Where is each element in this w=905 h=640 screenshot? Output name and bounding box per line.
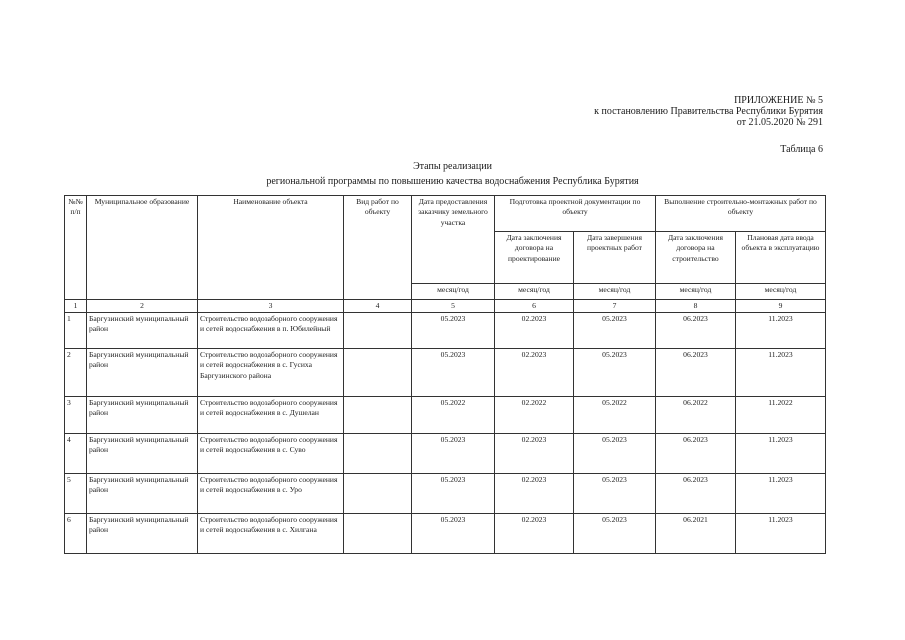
- table-row: [65, 514, 826, 554]
- commissioning-cell: 11.2023: [736, 474, 826, 514]
- unit-cell: месяц/год: [736, 284, 826, 300]
- header-commissioning: Плановая дата ввода объекта в эксплуатацию: [736, 232, 826, 284]
- land-date-cell: 05.2023: [412, 313, 495, 349]
- title-line-1: Этапы реализации: [413, 161, 492, 172]
- column-number: 6: [495, 300, 574, 313]
- table-row: [65, 349, 826, 397]
- construction-contract-cell: 06.2023: [656, 349, 736, 397]
- row-number: 1: [65, 313, 87, 349]
- commissioning-cell: 11.2022: [736, 397, 826, 434]
- object-cell: Строительство водозаборного сооружения и сетей водоснабжения в с. Суво: [198, 434, 344, 474]
- column-number: 1: [65, 300, 87, 313]
- column-number: 3: [198, 300, 344, 313]
- unit-cell: месяц/год: [495, 284, 574, 300]
- column-number: 7: [574, 300, 656, 313]
- land-date-cell: 05.2023: [412, 349, 495, 397]
- land-date-cell: 05.2023: [412, 434, 495, 474]
- design-complete-cell: 05.2023: [574, 474, 656, 514]
- unit-cell: месяц/год: [574, 284, 656, 300]
- design-contract-cell: 02.2023: [495, 434, 574, 474]
- header-design-group: Подготовка проектной документации по объекту: [495, 196, 656, 232]
- header-construction-group: Выполнение строительно-монтажных работ по объекту: [656, 196, 826, 232]
- design-contract-cell: 02.2023: [495, 514, 574, 554]
- commissioning-cell: 11.2023: [736, 514, 826, 554]
- appendix-header: [594, 95, 823, 128]
- object-cell: Строительство водозаборного сооружения и сетей водоснабжения в с. Уро: [198, 474, 344, 514]
- construction-contract-cell: 06.2023: [656, 474, 736, 514]
- column-number: 9: [736, 300, 826, 313]
- work-type-cell: [344, 514, 412, 554]
- commissioning-cell: 11.2023: [736, 313, 826, 349]
- construction-contract-cell: 06.2021: [656, 514, 736, 554]
- table-row: [65, 397, 826, 434]
- municipality-cell: Баргузинский муниципальный район: [87, 434, 198, 474]
- object-cell: Строительство водозаборного сооружения и сетей водоснабжения в с. Душелан: [198, 397, 344, 434]
- design-contract-cell: 02.2023: [495, 474, 574, 514]
- land-date-cell: 05.2022: [412, 397, 495, 434]
- row-number: 4: [65, 434, 87, 474]
- table-row: [65, 474, 826, 514]
- design-contract-cell: 02.2023: [495, 313, 574, 349]
- design-complete-cell: 05.2023: [574, 349, 656, 397]
- column-number: 4: [344, 300, 412, 313]
- work-type-cell: [344, 313, 412, 349]
- header-design-complete: Дата завершения проектных работ: [574, 232, 656, 284]
- design-complete-cell: 05.2023: [574, 434, 656, 474]
- column-number-row: [65, 300, 826, 313]
- column-number: 5: [412, 300, 495, 313]
- table-number: Таблица 6: [780, 144, 823, 155]
- design-complete-cell: 05.2023: [574, 514, 656, 554]
- appendix-label: ПРИЛОЖЕНИЕ № 5: [734, 95, 823, 106]
- municipality-cell: Баргузинский муниципальный район: [87, 397, 198, 434]
- construction-contract-cell: 06.2022: [656, 397, 736, 434]
- row-number: 5: [65, 474, 87, 514]
- unit-cell: месяц/год: [412, 284, 495, 300]
- municipality-cell: Баргузинский муниципальный район: [87, 313, 198, 349]
- work-type-cell: [344, 434, 412, 474]
- design-complete-cell: 05.2023: [574, 313, 656, 349]
- municipality-cell: Баргузинский муниципальный район: [87, 474, 198, 514]
- work-type-cell: [344, 474, 412, 514]
- construction-contract-cell: 06.2023: [656, 313, 736, 349]
- unit-cell: месяц/год: [656, 284, 736, 300]
- work-type-cell: [344, 349, 412, 397]
- header-num: №№ п/п: [65, 196, 87, 300]
- land-date-cell: 05.2023: [412, 474, 495, 514]
- column-number: 8: [656, 300, 736, 313]
- header-construction-contract: Дата заключения договора на строительство: [656, 232, 736, 284]
- title-line-2: региональной программы по повышению качества водоснабжения Республика Бурятия: [266, 176, 639, 187]
- row-number: 6: [65, 514, 87, 554]
- document-title: [0, 159, 905, 189]
- row-number: 2: [65, 349, 87, 397]
- work-type-cell: [344, 397, 412, 434]
- object-cell: Строительство водозаборного сооружения и сетей водоснабжения в п. Юбилейный: [198, 313, 344, 349]
- municipality-cell: Баргузинский муниципальный район: [87, 349, 198, 397]
- resolution-date: от 21.05.2020 № 291: [736, 117, 823, 128]
- object-cell: Строительство водозаборного сооружения и сетей водоснабжения в с. Гусиха Баргузинского района: [198, 349, 344, 397]
- header-land-date: Дата предоставления заказчику земельного участка: [412, 196, 495, 284]
- header-object: Наименование объекта: [198, 196, 344, 300]
- table-row: [65, 434, 826, 474]
- commissioning-cell: 11.2023: [736, 434, 826, 474]
- header-municipality: Муниципальное образование: [87, 196, 198, 300]
- design-contract-cell: 02.2023: [495, 349, 574, 397]
- header-design-contract: Дата заключения договора на проектирование: [495, 232, 574, 284]
- object-cell: Строительство водозаборного сооружения и сетей водоснабжения в с. Хилгана: [198, 514, 344, 554]
- column-number: 2: [87, 300, 198, 313]
- municipality-cell: Баргузинский муниципальный район: [87, 514, 198, 554]
- construction-contract-cell: 06.2023: [656, 434, 736, 474]
- design-complete-cell: 05.2022: [574, 397, 656, 434]
- table-row: [65, 313, 826, 349]
- header-work-type: Вид работ по объекту: [344, 196, 412, 300]
- design-contract-cell: 02.2022: [495, 397, 574, 434]
- row-number: 3: [65, 397, 87, 434]
- resolution-label: к постановлению Правительства Республики Бурятия: [594, 106, 823, 117]
- commissioning-cell: 11.2023: [736, 349, 826, 397]
- stages-table: [64, 195, 826, 554]
- land-date-cell: 05.2023: [412, 514, 495, 554]
